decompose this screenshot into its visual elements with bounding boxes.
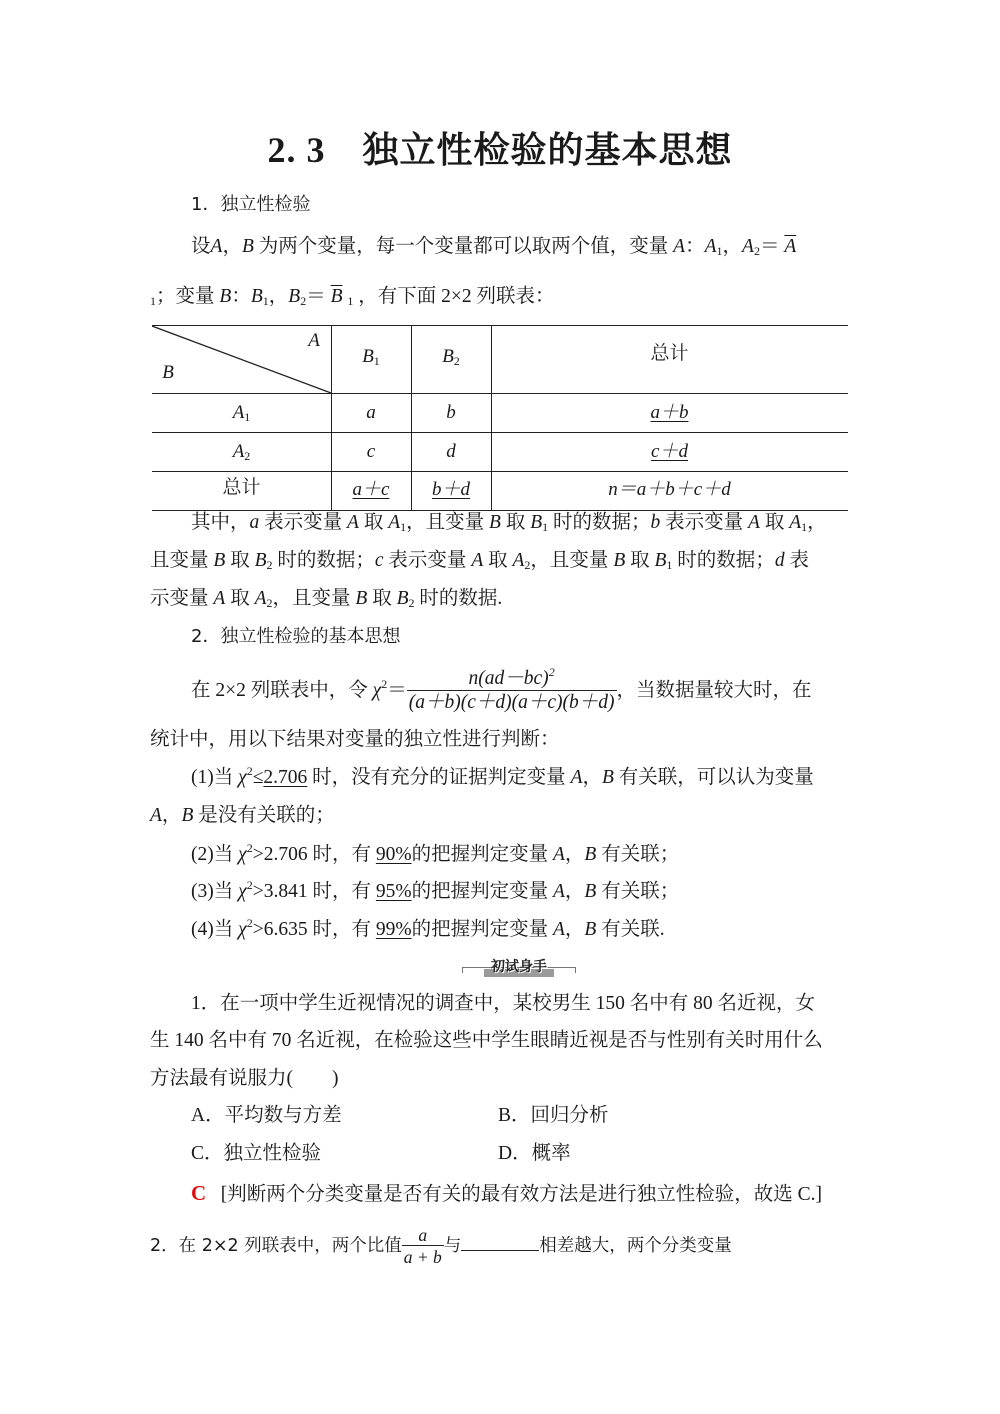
q1-line-1: 1．在一项中学生近视情况的调查中，某校男生 150 名中有 80 名近视，女 [191, 993, 816, 1014]
intro-line-1: 设A，B 为两个变量，每一个变量都可以取两个值，变量 A：$A_1$，$A_2= \overline{A}$ [191, 236, 797, 258]
section-heading-2: 2．独立性检验的基本思想 [191, 626, 401, 647]
criterion-3: (3)当 $\chi^2>3.841$ 时，有 95%的把握判定变量 A，B 有关联； [191, 878, 680, 902]
option-d[interactable]: D．概率 [498, 1143, 571, 1164]
table-rule [152, 432, 848, 433]
criterion-1: (1)当 $\chi^2\le 2.706$ 时，没有充分的证据判定变量 A，B 有关联，可以认为变量 [191, 764, 814, 788]
q1-answer [191, 1181, 822, 1207]
row-label-a2: $A_2$ [232, 441, 251, 463]
row-label-total: 总计 [222, 477, 261, 498]
header-total: 总计 [650, 343, 689, 364]
cell-c-plus-d: c＋d [651, 441, 688, 462]
q2-line: 2．在 2×2 列联表中，两个比值 $\frac{a}{a + b}$ 与 相差越大，两个分类变量 [150, 1224, 732, 1267]
cell-a-plus-b: a＋b [650, 402, 689, 423]
corner-label-b: B [162, 362, 174, 383]
cell-a-plus-c: a＋c [352, 479, 390, 500]
corner-label-a: A [308, 330, 320, 351]
formula-numerator: $n(ad-bc)^2$ [468, 665, 555, 690]
row-label-a1: $A_1$ [232, 402, 251, 424]
judgement-intro: 统计中，用以下结果对变量的独立性进行判断： [150, 729, 560, 750]
option-b[interactable]: B．回归分析 [498, 1105, 609, 1126]
contingency-table [152, 325, 848, 510]
explain-line-2: 且变量 B 取 $B_2$ 时的数据；c 表示变量 A 取 $A_2$，且变量 B 取 $B_1$ 时的数据；d 表 [150, 550, 809, 572]
header-b1: $B_1$ [362, 346, 380, 368]
criterion-1-cont: A，B 是没有关联的； [150, 805, 335, 826]
ratio-fraction: $\frac{a}{a + b}$ [403, 1224, 442, 1267]
practice-badge [462, 958, 574, 978]
page-title: 2. 3 独立性检验的基本思想 [267, 130, 733, 170]
chi-square-formula-line: 在 2×2 列联表中，令 $\chi^2=$ $\frac{n(ad-bc)^2}{(a+b)(c+d)(a+c)(b+d)}$ ，当数据量较大时，在 [191, 665, 812, 714]
cell-b: b [446, 402, 456, 423]
cell-n-total: n＝a＋b＋c＋d [608, 479, 731, 500]
answer-blank[interactable] [461, 1234, 539, 1251]
option-a[interactable]: A．平均数与方差 [191, 1105, 342, 1126]
chi-square-fraction [407, 665, 617, 715]
q1-line-2: 生 140 名中有 70 名近视，在检验这些中学生眼睛近视是否与性别有关时用什么 [150, 1030, 823, 1051]
explain-line-1: 其中，a 表示变量 A 取 $A_1$，且变量 B 取 $B_1$ 时的数据；b 表示变量 A 取 $A_1$， [191, 512, 827, 534]
cell-d: d [446, 441, 456, 462]
intro-line-2: $_1$；变量 B：$B_1$，$B_2= \overline{B}$ $_1$ ，有下面 2×2 列联表： [150, 286, 555, 308]
cell-b-plus-d: b＋d [431, 479, 470, 500]
b-bar: $\overline{B}$ [330, 286, 343, 307]
cell-c: c [366, 441, 376, 462]
cell-a: a [366, 402, 376, 423]
q1-line-3: 方法最有说服力( ) [150, 1068, 339, 1089]
formula-denominator: (a＋b)(c＋d)(a＋c)(b＋d) [408, 692, 615, 714]
answer-explanation: [判断两个分类变量是否有关的最有效方法是进行独立性检验，故选 C.] [220, 1184, 823, 1205]
header-b2: $B_2$ [442, 346, 460, 368]
badge-label: 初试身手 [491, 959, 547, 975]
explain-line-3: 示变量 A 取 $A_2$，且变量 B 取 $B_2$ 时的数据. [150, 588, 503, 610]
criterion-2: (2)当 $\chi^2>2.706$ 时，有 90%的把握判定变量 A，B 有关联； [191, 841, 680, 865]
table-rule [152, 471, 848, 472]
option-c[interactable]: C．独立性检验 [191, 1143, 322, 1164]
criterion-4: (4)当 $\chi^2>6.635$ 时，有 99%的把握判定变量 A，B 有关联. [191, 916, 665, 940]
answer-letter: C [191, 1181, 207, 1205]
a-bar: $\overline{A}$ [784, 236, 797, 257]
section-heading-1: 1．独立性检验 [191, 194, 311, 215]
